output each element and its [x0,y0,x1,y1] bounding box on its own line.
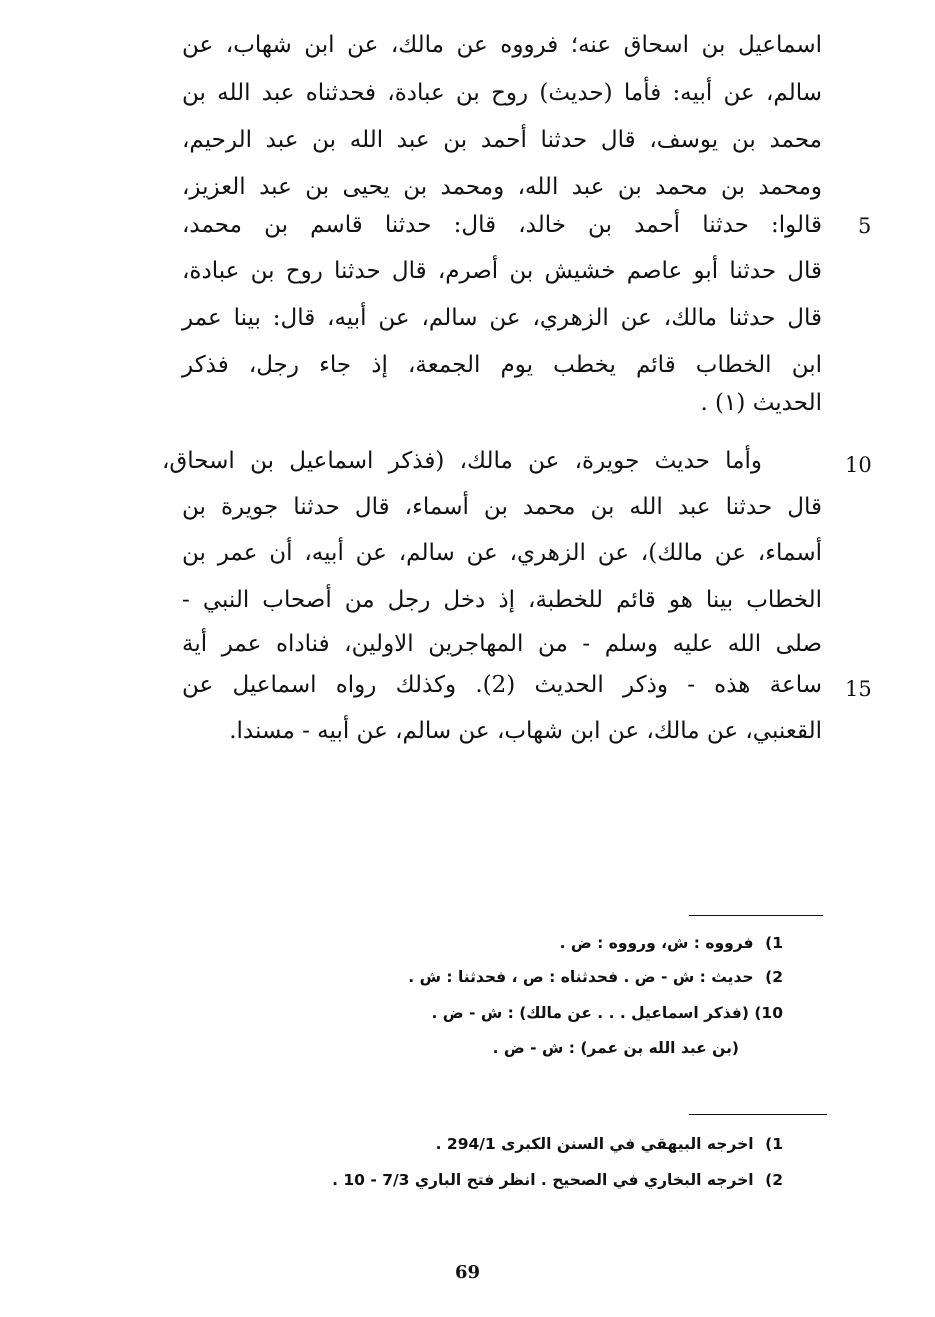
source-note [332,1173,783,1189]
note-text: حديث : ش - ض . فحدثناه : ص ، فحدثنا : ش . [408,968,754,986]
text-line: اسماعيل بن اسحاق عنه؛ فرووه عن مالك، عن ابن شهاب، عن [182,32,822,58]
page-number: 69 [454,1262,481,1283]
line-number: 10 [845,453,872,477]
text-line: القعنبي، عن مالك، عن ابن شهاب، عن سالم، عن أبيه - مسندا. [229,718,822,744]
note-number: 10) [754,1004,783,1022]
paragraph-first-line: وأما حديث جويرة، عن مالك، (فذكر اسماعيل بن اسحاق، [162,448,762,474]
note-text: اخرجه البيهقي في السنن الكبرى 294/1 . [435,1135,754,1153]
footnote-separator [689,915,823,916]
text-line: قال حدثنا مالك، عن الزهري، عن سالم، عن أبيه، قال: بينا عمر [182,305,822,331]
note-text: اخرجه البخاري في الصحيح . انظر فتح الباري 7/3 - 10 . [332,1171,754,1189]
footnote-separator [689,1114,827,1115]
text-line: الخطاب بينا هو قائم للخطبة، إذ دخل رجل من أصحاب النبي - [182,587,822,613]
note-number: 1) [765,934,783,952]
line-number: 15 [845,677,872,701]
note-number: 2) [765,968,783,986]
text-line: قالوا: حدثنا أحمد بن خالد، قال: حدثنا قاسم بن محمد، [182,212,822,238]
text-line: ساعة هذه - وذكر الحديث (2). وكذلك رواه اسماعيل عن [182,672,822,698]
text-line: أسماء، عن مالك)، عن الزهري، عن سالم، عن أبيه، أن عمر بن [182,540,822,566]
text-line: محمد بن يوسف، قال حدثنا أحمد بن عبد الله بن عبد الرحيم، [182,127,822,153]
source-note [436,1137,783,1153]
note-number: 2) [765,1171,783,1189]
note-text: (بن عبد الله بن عمر) : ش - ض . [492,1039,739,1057]
apparatus-note [560,936,783,952]
line-number: 5 [858,214,872,238]
note-text: (فذكر اسماعيل . . . عن مالك) : ش - ض . [431,1004,749,1022]
text-line: ومحمد بن محمد بن عبد الله، ومحمد بن يحيى بن عبد العزيز، [182,174,822,200]
text-line: صلى الله عليه وسلم - من المهاجرين الاولين، فناداه عمر أية [182,631,822,657]
text-line: ابن الخطاب قائم يخطب يوم الجمعة، إذ جاء رجل، فذكر [182,352,822,378]
apparatus-note-continuation [493,1041,739,1057]
text-line: قال حدثنا أبو عاصم خشيش بن أصرم، قال حدثنا روح بن عبادة، [182,258,822,284]
note-number: 1) [765,1135,783,1153]
text-line: قال حدثنا عبد الله بن محمد بن أسماء، قال حدثنا جويرة بن [182,494,822,520]
apparatus-note [431,1006,783,1022]
apparatus-note [408,970,783,986]
text-line: سالم، عن أبيه: فأما (حديث) روح بن عبادة، فحدثناه عبد الله بن [182,80,822,106]
note-text: فرووه : ش، ورووه : ض . [559,934,754,952]
text-line: الحديث (١) . [700,390,822,416]
